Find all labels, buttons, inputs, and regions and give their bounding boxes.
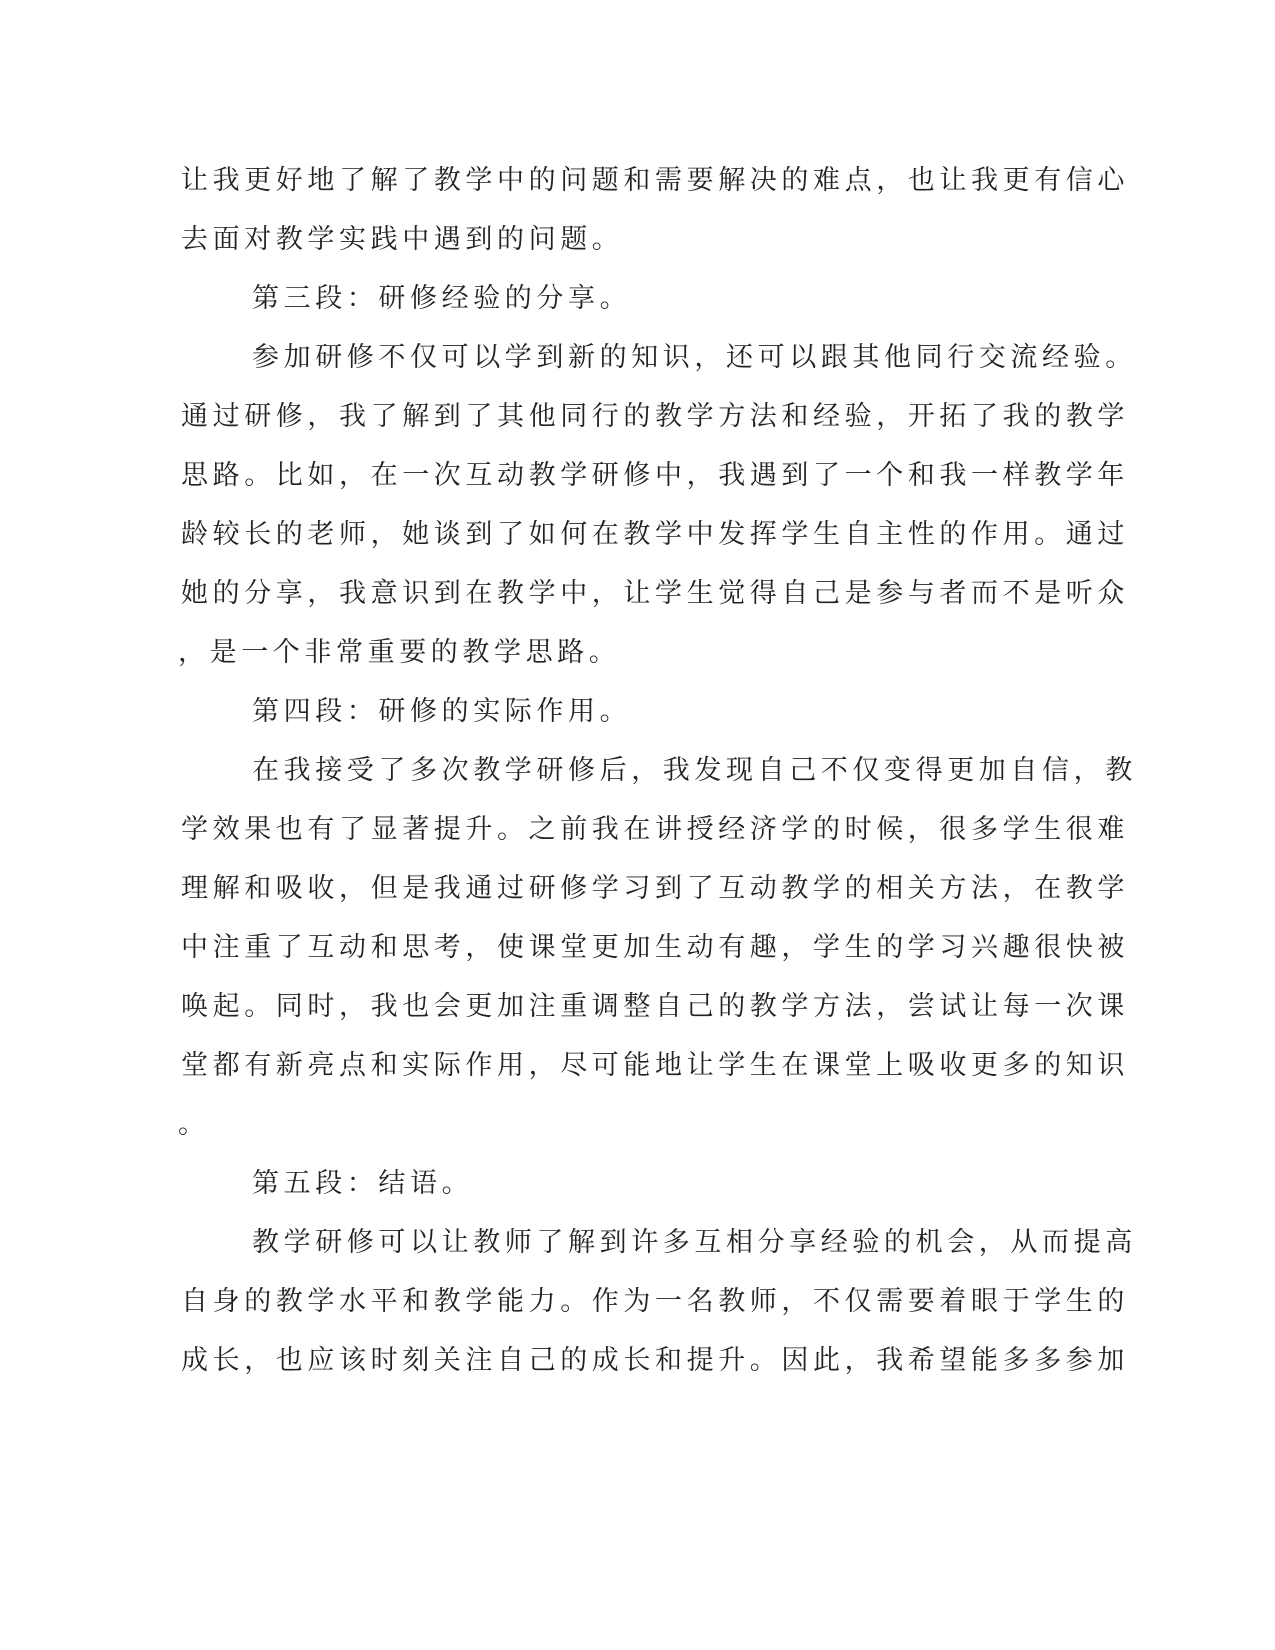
section-heading: 第三段：研修经验的分享。	[252, 283, 632, 314]
text-line: 思路。比如，在一次互动教学研修中，我遇到了一个和我一样教学年	[181, 460, 1129, 491]
section-heading: 第五段：结语。	[252, 1168, 474, 1199]
text-line: 让我更好地了解了教学中的问题和需要解决的难点，也让我更有信心	[181, 165, 1129, 196]
text-line: 龄较长的老师，她谈到了如何在教学中发挥学生自主性的作用。通过	[181, 519, 1129, 550]
text-line: 。	[178, 1109, 210, 1140]
text-line: 学效果也有了显著提升。之前我在讲授经济学的时候，很多学生很难	[181, 814, 1129, 845]
text-line: 中注重了互动和思考，使课堂更加生动有趣，学生的学习兴趣很快被	[181, 932, 1129, 963]
text-line: 堂都有新亮点和实际作用，尽可能地让学生在课堂上吸收更多的知识	[181, 1050, 1129, 1081]
text-line: 在我接受了多次教学研修后，我发现自己不仅变得更加自信，教	[252, 755, 1137, 786]
text-line: 理解和吸收，但是我通过研修学习到了互动教学的相关方法，在教学	[181, 873, 1129, 904]
text-line: 成长，也应该时刻关注自己的成长和提升。因此，我希望能多多参加	[181, 1345, 1129, 1376]
text-line: 她的分享，我意识到在教学中，让学生觉得自己是参与者而不是听众	[181, 578, 1129, 609]
text-line: 自身的教学水平和教学能力。作为一名教师，不仅需要着眼于学生的	[181, 1286, 1129, 1317]
text-line: 教学研修可以让教师了解到许多互相分享经验的机会，从而提高	[252, 1227, 1137, 1258]
text-line: 去面对教学实践中遇到的问题。	[181, 224, 624, 255]
text-line: 参加研修不仅可以学到新的知识，还可以跟其他同行交流经验。	[252, 342, 1137, 373]
text-line: 通过研修，我了解到了其他同行的教学方法和经验，开拓了我的教学	[181, 401, 1129, 432]
text-line: 唤起。同时，我也会更加注重调整自己的教学方法，尝试让每一次课	[181, 991, 1129, 1022]
section-heading: 第四段：研修的实际作用。	[252, 696, 632, 727]
text-line: ，是一个非常重要的教学思路。	[178, 637, 621, 668]
